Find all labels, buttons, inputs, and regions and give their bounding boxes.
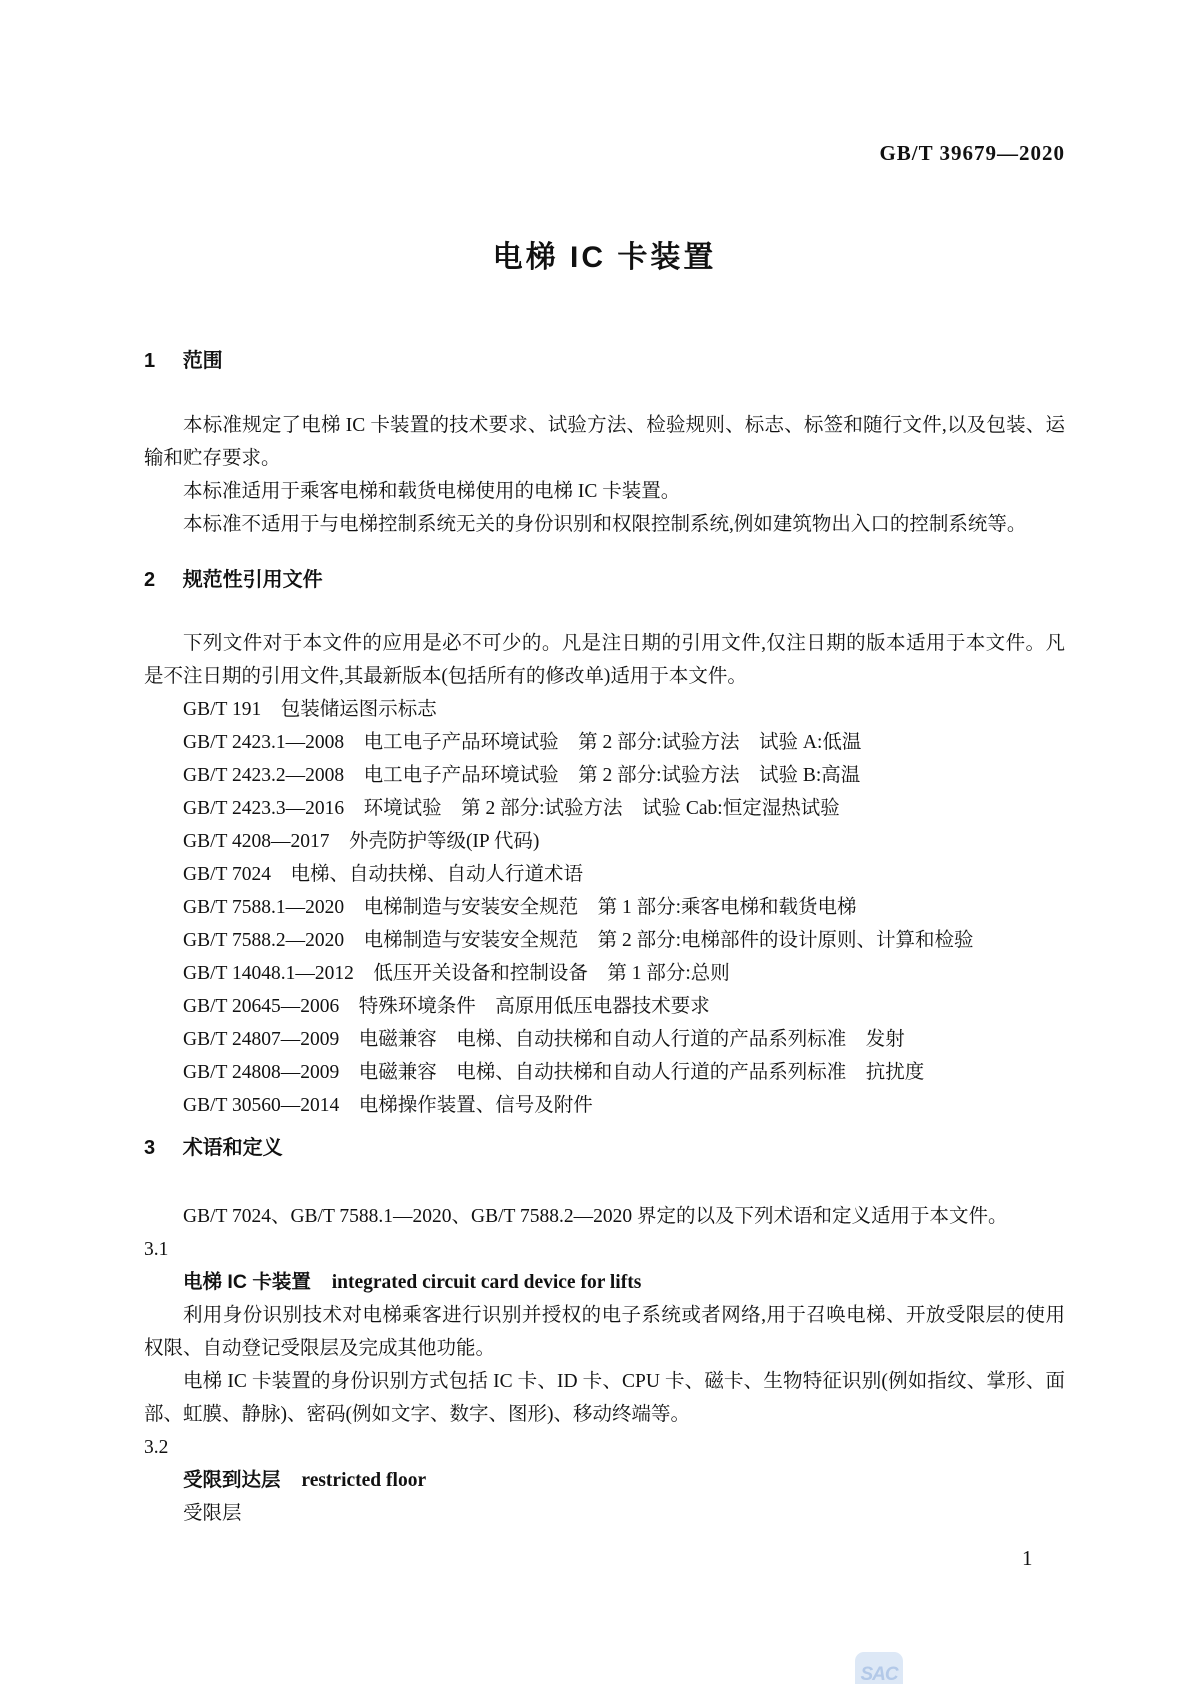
term-zh: 电梯 IC 卡装置 bbox=[183, 1271, 311, 1293]
reference-item: GB/T 7024 电梯、自动扶梯、自动人行道术语 bbox=[183, 864, 583, 885]
term-line-3-2 bbox=[144, 1464, 1065, 1497]
reference-item: GB/T 7588.2—2020 电梯制造与安装安全规范 第 2 部分:电梯部件的设计原则、计算和检验 bbox=[183, 930, 974, 951]
scope-paragraph: 本标准适用于乘客电梯和载货电梯使用的电梯 IC 卡装置。 bbox=[183, 481, 681, 502]
reference-item: GB/T 14048.1—2012 低压开关设备和控制设备 第 1 部分:总则 bbox=[183, 963, 730, 984]
reference-item: GB/T 2423.2—2008 电工电子产品环境试验 第 2 部分:试验方法 试验 B:高温 bbox=[183, 765, 861, 786]
reference-item: GB/T 2423.1—2008 电工电子产品环境试验 第 2 部分:试验方法 试验 A:低温 bbox=[183, 732, 862, 753]
reference-item: GB/T 7588.1—2020 电梯制造与安装安全规范 第 1 部分:乘客电梯和载货电梯 bbox=[183, 897, 857, 918]
scope-paragraph: 本标准不适用于与电梯控制系统无关的身份识别和权限控制系统,例如建筑物出入口的控制系统等。 bbox=[183, 514, 1027, 535]
term-line-3-1 bbox=[144, 1266, 1065, 1299]
document-title: 电梯 IC 卡装置 bbox=[492, 241, 717, 274]
section-3-title: 术语和定义 bbox=[182, 1137, 283, 1159]
reference-item: GB/T 2423.3—2016 环境试验 第 2 部分:试验方法 试验 Cab:恒定湿热试验 bbox=[183, 798, 840, 819]
term-zh: 受限到达层 bbox=[183, 1469, 281, 1491]
term-en: integrated circuit card device for lifts bbox=[331, 1272, 642, 1293]
reference-item: GB/T 20645—2006 特殊环境条件 高原用低压电器技术要求 bbox=[183, 996, 710, 1017]
scope-paragraph: 本标准规定了电梯 IC 卡装置的技术要求、试验方法、检验规则、标志、标签和随行文件,以及包装、运输和贮存要求。 bbox=[144, 415, 1065, 469]
section-2-number: 2 bbox=[144, 569, 156, 591]
reference-item: GB/T 24807—2009 电磁兼容 电梯、自动扶梯和自动人行道的产品系列标准 发射 bbox=[183, 1029, 905, 1050]
term-alias: 受限层 bbox=[183, 1503, 242, 1524]
term-en: restricted floor bbox=[301, 1470, 427, 1491]
standard-code: GB/T 39679—2020 bbox=[879, 141, 1065, 165]
reference-item: GB/T 30560—2014 电梯操作装置、信号及附件 bbox=[183, 1095, 593, 1116]
section-1-title: 范围 bbox=[182, 350, 223, 372]
section-3-number: 3 bbox=[144, 1137, 156, 1159]
sac-watermark-logo bbox=[855, 1652, 903, 1684]
section-2-title: 规范性引用文件 bbox=[182, 569, 323, 591]
watermark-label: SAC bbox=[860, 1664, 898, 1684]
term-definition: 利用身份识别技术对电梯乘客进行识别并授权的电子系统或者网络,用于召唤电梯、开放受限层的使用权限、自动登记受限层及完成其他功能。 bbox=[144, 1305, 1065, 1359]
references-intro: 下列文件对于本文件的应用是必不可少的。凡是注日期的引用文件,仅注日期的版本适用于本文件。凡是不注日期的引用文件,其最新版本(包括所有的修改单)适用于本文件。 bbox=[144, 633, 1065, 687]
clause-number-3-2: 3.2 bbox=[144, 1437, 169, 1458]
page-number: 1 bbox=[1022, 1546, 1033, 1570]
section-3-heading bbox=[144, 1133, 1065, 1163]
clause-number-3-1: 3.1 bbox=[144, 1239, 169, 1260]
reference-item: GB/T 4208—2017 外壳防护等级(IP 代码) bbox=[183, 831, 540, 852]
section-1-number: 1 bbox=[144, 350, 156, 372]
section-2-heading bbox=[144, 565, 1065, 595]
terms-intro: GB/T 7024、GB/T 7588.1—2020、GB/T 7588.2—2020 界定的以及下列术语和定义适用于本文件。 bbox=[183, 1206, 1008, 1227]
section-1-heading bbox=[144, 346, 1065, 376]
references-list bbox=[144, 693, 1065, 1122]
reference-item: GB/T 24808—2009 电磁兼容 电梯、自动扶梯和自动人行道的产品系列标准 抗扰度 bbox=[183, 1062, 925, 1083]
term-definition: 电梯 IC 卡装置的身份识别方式包括 IC 卡、ID 卡、CPU 卡、磁卡、生物特征识别(例如指纹、掌形、面部、虹膜、静脉)、密码(例如文字、数字、图形)、移动终端等。 bbox=[144, 1371, 1065, 1425]
reference-item: GB/T 191 包装储运图示标志 bbox=[183, 699, 437, 720]
